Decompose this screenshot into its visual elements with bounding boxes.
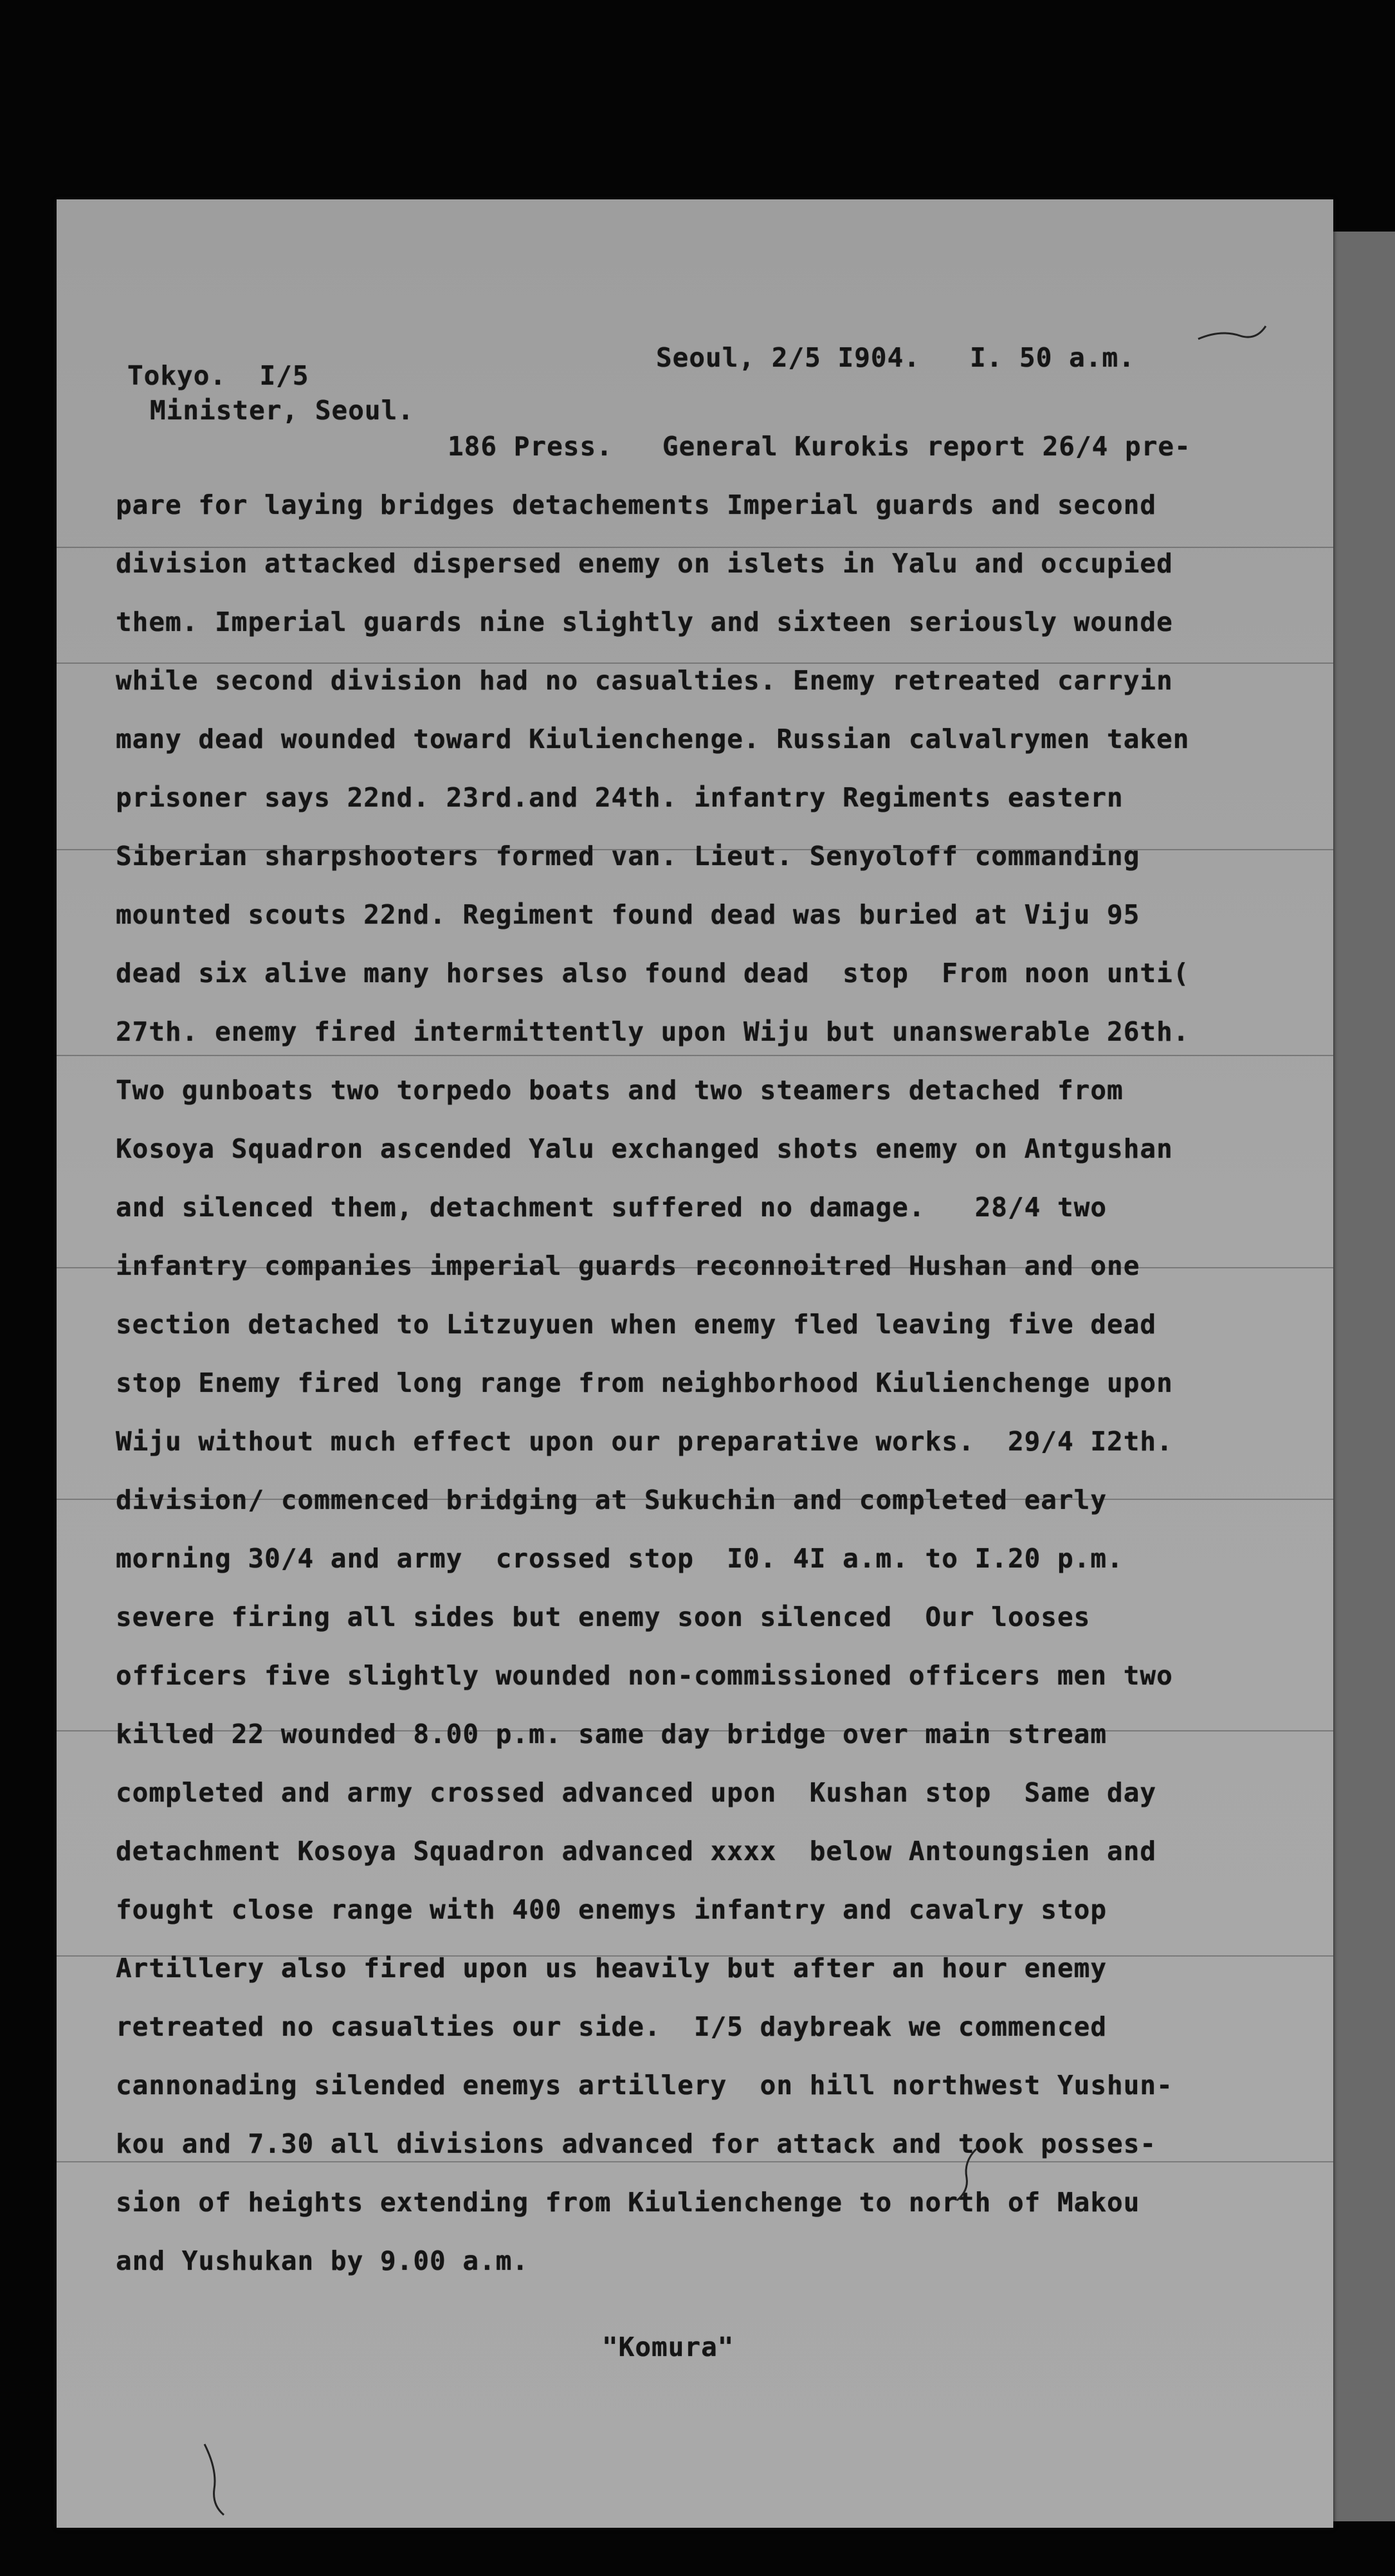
message-line: many dead wounded toward Kiulienchenge. Russian calvalrymen taken: [116, 724, 1190, 754]
message-line: dead six alive many horses also found dead stop From noon unti(: [116, 958, 1190, 989]
message-line: division attacked dispersed enemy on islets in Yalu and occupied: [116, 548, 1173, 579]
message-line: while second division had no casualties. Enemy retreated carryin: [116, 665, 1173, 696]
sender-line: Minister, Seoul.: [150, 395, 414, 426]
message-line: 27th. enemy fired intermittently upon Wiju but unanswerable 26th.: [116, 1016, 1190, 1047]
message-line: retreated no casualties our side. I/5 daybreak we commenced: [116, 2011, 1108, 2042]
message-line: infantry companies imperial guards reconnoitred Hushan and one: [116, 1250, 1140, 1281]
message-line: prisoner says 22nd. 23rd.and 24th. infantry Regiments eastern: [116, 782, 1124, 813]
message-line: Siberian sharpshooters formed van. Lieut. Senyoloff commanding: [116, 841, 1140, 872]
message-line: division/ commenced bridging at Sukuchin and completed early: [116, 1484, 1108, 1515]
message-line: severe firing all sides but enemy soon silenced Our looses: [116, 1602, 1091, 1632]
message-line: and silenced them, detachment suffered no damage. 28/4 two: [116, 1192, 1108, 1223]
message-line: 186 Press. General Kurokis report 26/4 pre-: [448, 431, 1191, 462]
handwritten-stroke-mark: [198, 2438, 237, 2521]
message-line: Wiju without much effect upon our preparative works. 29/4 I2th.: [116, 1426, 1173, 1457]
message-line: morning 30/4 and army crossed stop I0. 4I a.m. to I.20 p.m.: [116, 1543, 1124, 1574]
message-line: section detached to Litzuyuen when enemy fled leaving five dead: [116, 1309, 1157, 1340]
handwritten-tick-mark: [1195, 316, 1272, 355]
ruled-line: [57, 2161, 1333, 2162]
message-line: cannonading silended enemys artillery on hill northwest Yushun-: [116, 2070, 1173, 2101]
message-line: Artillery also fired upon us heavily but after an hour enemy: [116, 1953, 1108, 1984]
message-line: killed 22 wounded 8.00 p.m. same day bridge over main stream: [116, 1719, 1108, 1749]
message-line: fought close range with 400 enemys infantry and cavalry stop: [116, 1894, 1108, 1925]
signature: "Komura": [602, 2332, 734, 2362]
message-line: sion of heights extending from Kiulienchenge to north of Makou: [116, 2187, 1140, 2218]
ruled-line: [57, 1055, 1333, 1056]
message-line: completed and army crossed advanced upon Kushan stop Same day: [116, 1777, 1157, 1808]
message-line: and Yushukan by 9.00 a.m.: [116, 2245, 529, 2276]
message-line: pare for laying bridges detachements Imperial guards and second: [116, 489, 1157, 520]
message-line: kou and 7.30 all divisions advanced for attack and took posses-: [116, 2128, 1157, 2159]
message-line: officers five slightly wounded non-commissioned officers men two: [116, 1660, 1173, 1691]
telegram-page: [57, 199, 1333, 2528]
message-line: stop Enemy fired long range from neighborhood Kiulienchenge upon: [116, 1367, 1173, 1398]
recipient-line: Tokyo. I/5: [127, 360, 309, 391]
ruled-line: [57, 662, 1333, 664]
message-line: detachment Kosoya Squadron advanced xxxx below Antoungsien and: [116, 1836, 1157, 1867]
message-line: them. Imperial guards nine slightly and sixteen seriously wounde: [116, 607, 1173, 637]
date-time-header: Seoul, 2/5 I904. I. 50 a.m.: [656, 342, 1135, 373]
message-line: Two gunboats two torpedo boats and two steamers detached from: [116, 1075, 1124, 1106]
message-line: Kosoya Squadron ascended Yalu exchanged shots enemy on Antgushan: [116, 1133, 1173, 1164]
message-line: mounted scouts 22nd. Regiment found dead was buried at Viju 95: [116, 899, 1140, 930]
